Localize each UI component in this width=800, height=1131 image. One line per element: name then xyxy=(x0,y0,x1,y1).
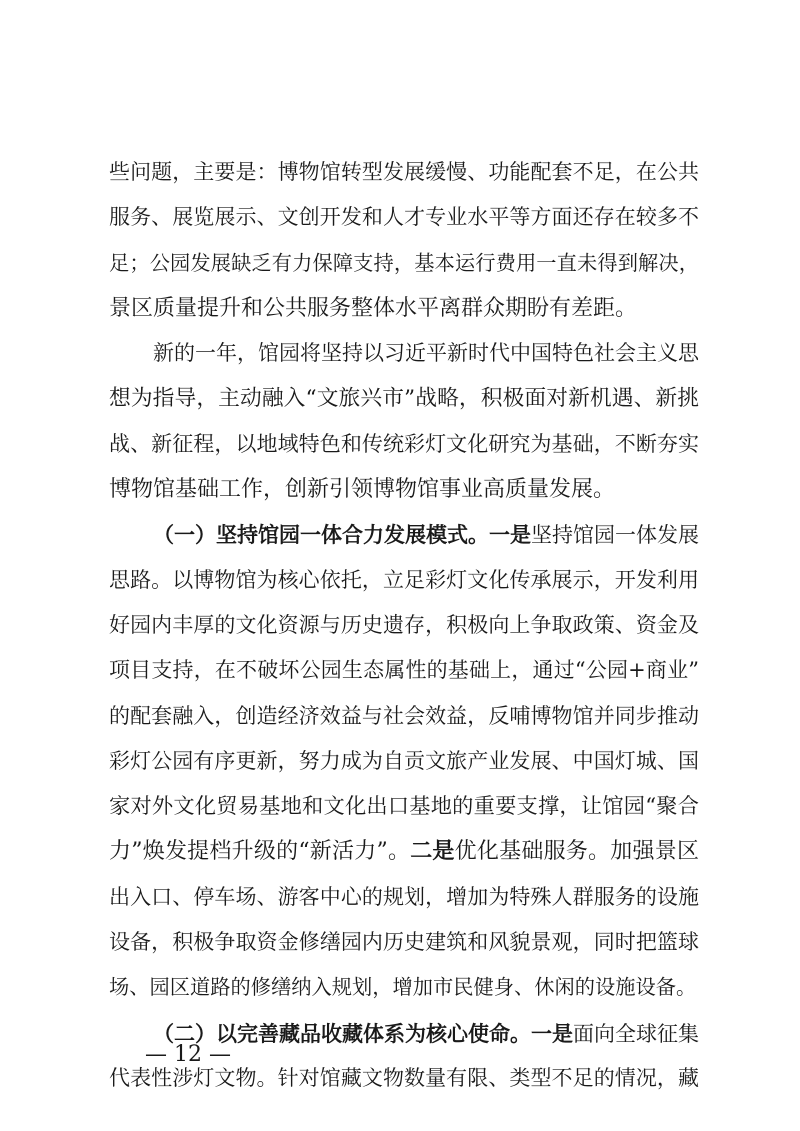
text-line: 彩灯公园有序更新，努力成为自贡文旅产业发展、中国灯城、国 xyxy=(109,748,699,773)
section-heading: （二）以完善藏品收藏体系为核心使命。一是 xyxy=(153,1020,573,1046)
section-heading-line: （一）坚持馆园一体合力发展模式。一是坚持馆园一体发展 xyxy=(153,522,699,548)
text-line: 的配套融入，创造经济效益与社会效益，反哺博物馆并同步推动 xyxy=(109,703,699,728)
text-line: 出入口、停车场、游客中心的规划，增加为特殊人群服务的设施 xyxy=(109,884,699,909)
text-line: 项目支持，在不破坏公园生态属性的基础上，通过“公园+商业” xyxy=(109,658,699,683)
text-line: 服务、展览展示、文创开发和人才专业水平等方面还存在较多不 xyxy=(109,205,699,230)
section-heading-line: （二）以完善藏品收藏体系为核心使命。一是面向全球征集 xyxy=(153,1020,699,1046)
subpoint-heading: 二是 xyxy=(410,838,455,865)
text-line: 景区质量提升和公共服务整体水平离群众期盼有差距。 xyxy=(109,295,638,321)
section-heading: （一）坚持馆园一体合力发展模式。一是 xyxy=(153,522,531,548)
text-line: 好园内丰厚的文化资源与历史遗存，积极向上争取政策、资金及 xyxy=(109,612,699,637)
text-line: 些问题，主要是：博物馆转型发展缓慢、功能配套不足，在公共 xyxy=(109,160,699,184)
text-line: 想为指导，主动融入“文旅兴市”战略，积极面对新机遇、新挑 xyxy=(109,386,699,412)
text-line: 代表性涉灯文物。针对馆藏文物数量有限、类型不足的情况，藏 xyxy=(109,1065,699,1090)
body-text xyxy=(109,150,699,1101)
text-line: 足；公园发展缺乏有力保障支持，基本运行费用一直未得到解决， xyxy=(109,250,699,275)
text-line: 思路。以博物馆为核心依托，立足彩灯文化传承展示，开发利用 xyxy=(109,567,699,592)
text-line: 力”焕发提档升级的“新活力”。二是优化基础服务。加强景区 xyxy=(109,838,699,865)
page-number: — 12 — xyxy=(145,1042,231,1067)
text-line: 设备，积极争取资金修缮园内历史建筑和风貌景观，同时把篮球 xyxy=(109,930,699,955)
text-line: 战、新征程，以地域特色和传统彩灯文化研究为基础，不断夯实 xyxy=(109,431,699,456)
text-line: 家对外文化贸易基地和文化出口基地的重要支撑，让馆园“聚合 xyxy=(109,794,699,820)
paragraph-start-line: 新的一年，馆园将坚持以习近平新时代中国特色社会主义思 xyxy=(153,341,699,366)
text-line: 博物馆基础工作，创新引领博物馆事业高质量发展。 xyxy=(109,477,616,503)
text-line: 场、园区道路的修缮纳入规划，增加市民健身、休闲的设施设备。 xyxy=(109,975,697,1000)
